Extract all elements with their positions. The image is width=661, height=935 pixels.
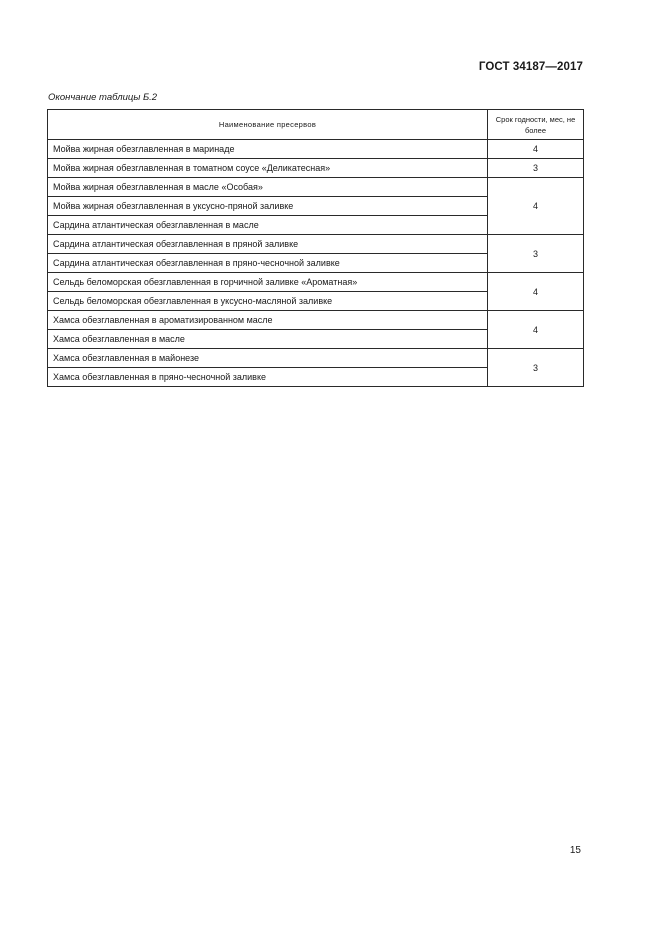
document-code: ГОСТ 34187—2017: [478, 61, 583, 73]
column-header-shelf-life: Срок годности, мес, не более: [488, 110, 584, 140]
product-name-cell: Сардина атлантическая обезглавленная в масле: [48, 216, 488, 235]
product-name-cell: Сельдь беломорская обезглавленная в горчичной заливке «Ароматная»: [48, 273, 488, 292]
table-header-row: [48, 110, 584, 140]
shelf-life-cell: 3: [488, 235, 584, 273]
table-row: [48, 178, 584, 197]
table-row: [48, 349, 584, 368]
table-row: [48, 159, 584, 178]
product-name-cell: Хамса обезглавленная в майонезе: [48, 349, 488, 368]
table-row: [48, 235, 584, 254]
product-name-cell: Мойва жирная обезглавленная в томатном соусе «Деликатесная»: [48, 159, 488, 178]
table-row: [48, 311, 584, 330]
shelf-life-table: [47, 109, 584, 387]
product-name-cell: Хамса обезглавленная в масле: [48, 330, 488, 349]
shelf-life-cell: 4: [488, 273, 584, 311]
product-name-cell: Мойва жирная обезглавленная в маринаде: [48, 140, 488, 159]
product-name-cell: Сельдь беломорская обезглавленная в уксусно-масляной заливке: [48, 292, 488, 311]
table-caption: Окончание таблицы Б.2: [48, 92, 158, 103]
table-row: [48, 273, 584, 292]
shelf-life-cell: 4: [488, 311, 584, 349]
shelf-life-cell: 4: [488, 140, 584, 159]
product-name-cell: Сардина атлантическая обезглавленная в пряной заливке: [48, 235, 488, 254]
table-row: [48, 140, 584, 159]
page-number: 15: [569, 845, 581, 856]
shelf-life-cell: 3: [488, 349, 584, 387]
column-header-name: Наименование пресервов: [48, 110, 488, 140]
shelf-life-cell: 3: [488, 159, 584, 178]
shelf-life-cell: 4: [488, 178, 584, 235]
product-name-cell: Мойва жирная обезглавленная в уксусно-пряной заливке: [48, 197, 488, 216]
product-name-cell: Хамса обезглавленная в пряно-чесночной заливке: [48, 368, 488, 387]
product-name-cell: Хамса обезглавленная в ароматизированном масле: [48, 311, 488, 330]
product-name-cell: Сардина атлантическая обезглавленная в пряно-чесночной заливке: [48, 254, 488, 273]
product-name-cell: Мойва жирная обезглавленная в масле «Особая»: [48, 178, 488, 197]
